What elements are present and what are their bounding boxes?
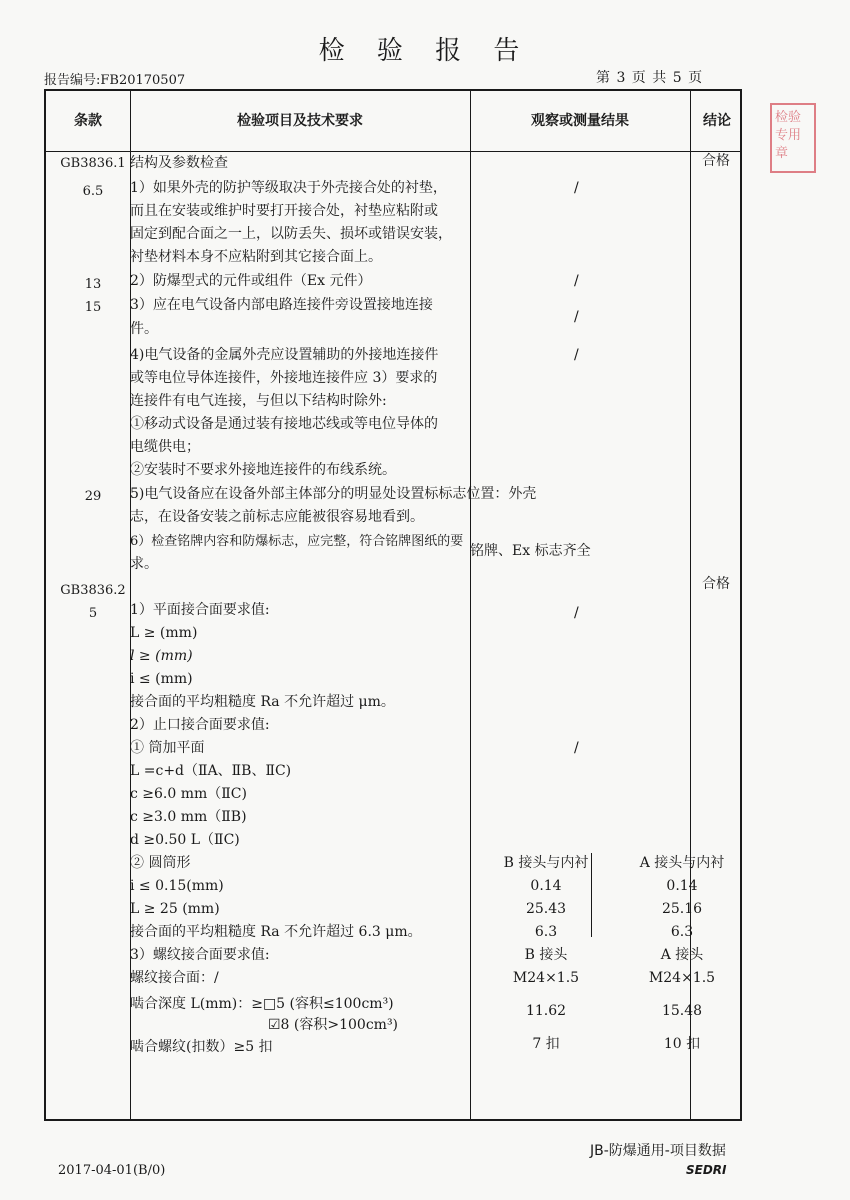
seal-stamp: 检验专用章 <box>770 103 816 173</box>
result-b-value: B 接头 <box>524 947 568 963</box>
item-line: ☑8 (容积>100cm³) <box>268 1017 399 1033</box>
footer-version-date: 2017-04-01(B/0) <box>58 1163 166 1178</box>
item-line: 求。 <box>130 556 158 572</box>
result-slash: / <box>574 309 579 325</box>
result-slash: / <box>574 347 579 363</box>
item-line: 6）检查铭牌内容和防爆标志，应完整，符合铭牌图纸的要 <box>130 534 464 549</box>
header-clause: 条款 <box>74 113 102 129</box>
header-conclusion: 结论 <box>703 113 731 129</box>
item-line: 3）应在电气设备内部电路连接件旁设置接地连接 <box>130 297 433 313</box>
item-line: 连接件有电气连接，与但以下结构时除外: <box>130 393 387 409</box>
conclusion-cell: 合格 <box>702 576 730 592</box>
footer-form-code: JB-防爆通用-项目数据 <box>590 1143 726 1159</box>
header-item: 检验项目及技术要求 <box>237 113 363 129</box>
item-line: c ≥6.0 mm（ⅡC) <box>130 786 247 802</box>
conclusion-cell: 合格 <box>702 153 730 169</box>
item-line: L =c+d（ⅡA、ⅡB、ⅡC) <box>130 763 292 779</box>
result-col-a-header: A 接头与内衬 <box>639 855 725 871</box>
item-line: ② 圆筒形 <box>130 855 191 871</box>
item-line: 2）防爆型式的元件或组件（Ex 元件） <box>130 273 372 289</box>
item-line: 固定到配合面之一上，以防丢失、损坏或错误安装， <box>130 226 452 242</box>
clause-cell: GB3836.1 <box>60 156 126 171</box>
clause-cell: 13 <box>84 277 102 292</box>
result-a-value: A 接头 <box>660 947 704 963</box>
result-slash: / <box>574 180 579 196</box>
result-nameplate: 铭牌、Ex 标志齐全 <box>470 543 591 559</box>
item-line: c ≥3.0 mm（ⅡB) <box>130 809 247 825</box>
clause-cell: 5 <box>88 606 98 621</box>
item-line: ②安装时不要求外接地连接件的布线系统。 <box>130 462 396 478</box>
result-slash: / <box>574 605 579 621</box>
result-b-value: 6.3 <box>534 924 558 940</box>
item-line: 或等电位导体连接件，外接地连接件应 3）要求的 <box>130 370 438 386</box>
item-line: 接合面的平均粗糙度 Ra 不允许超过 μm。 <box>130 694 395 710</box>
item-line: 1）如果外壳的防护等级取决于外壳接合处的衬垫， <box>130 180 447 196</box>
document-title: 检 验 报 告 <box>318 36 532 66</box>
header-result: 观察或测量结果 <box>531 113 629 129</box>
item-line: 4)电气设备的金属外壳应设置辅助的外接地连接件 <box>130 347 439 363</box>
clause-cell: 29 <box>84 489 102 504</box>
item-line: 衬垫材料本身不应粘附到其它接合面上。 <box>130 249 382 265</box>
item-line: 结构及参数检查 <box>130 155 228 171</box>
item-line: 螺纹接合面：/ <box>130 970 219 986</box>
result-a-value: 6.3 <box>670 924 694 940</box>
item-line: d ≥0.50 L（ⅡC) <box>130 832 240 848</box>
result-a-value: 15.48 <box>661 1003 703 1019</box>
result-b-value: M24×1.5 <box>512 970 580 986</box>
result-a-value: 10 扣 <box>663 1036 701 1052</box>
item-line: 接合面的平均粗糙度 Ra 不允许超过 6.3 μm。 <box>130 924 422 940</box>
item-line: 5)电气设备应在设备外部主体部分的明显处设置标标志位置：外壳 <box>130 486 537 502</box>
item-line: ① 筒加平面 <box>130 740 205 756</box>
item-line: i ≤ 0.15(mm) <box>130 878 224 894</box>
item-line: ①移动式设备是通过装有接地芯线或等电位导体的 <box>130 416 438 432</box>
item-line: 啮合螺纹(扣数）≥5 扣 <box>130 1039 273 1055</box>
item-line: l ≥ (mm) <box>130 648 193 664</box>
item-line: L ≥ (mm) <box>130 625 198 641</box>
item-line: 而且在安装或维护时要打开接合处，衬垫应粘附或 <box>130 203 438 219</box>
result-col-b-header: B 接头与内衬 <box>503 855 589 871</box>
item-line: L ≥ 25 (mm) <box>130 901 220 917</box>
result-a-value: 0.14 <box>666 878 698 894</box>
result-a-value: 25.16 <box>661 901 703 917</box>
item-line: 2）止口接合面要求值: <box>130 717 270 733</box>
item-line: i ≤ (mm) <box>130 671 193 687</box>
clause-cell: GB3836.2 <box>60 583 126 598</box>
item-line: 电缆供电； <box>130 439 200 455</box>
result-b-value: 0.14 <box>530 878 562 894</box>
item-line: 啮合深度 L(mm)：≥□5 (容积≤100cm³) <box>130 996 394 1012</box>
result-a-value: M24×1.5 <box>648 970 716 986</box>
item-line: 3）螺纹接合面要求值: <box>130 947 270 963</box>
result-slash: / <box>574 273 579 289</box>
item-line: 志，在设备安装之前标志应能被很容易地看到。 <box>130 509 424 525</box>
result-slash: / <box>574 740 579 756</box>
result-b-value: 7 扣 <box>532 1036 560 1052</box>
clause-cell: 15 <box>84 300 102 315</box>
result-b-value: 25.43 <box>525 901 567 917</box>
report-number: 报告编号:FB20170507 <box>44 73 186 88</box>
result-b-value: 11.62 <box>525 1003 567 1019</box>
page-info: 第 3 页 共 5 页 <box>596 70 704 86</box>
item-line: 1）平面接合面要求值: <box>130 602 270 618</box>
item-line: 件。 <box>130 321 158 337</box>
footer-logo: SEDRI <box>686 1163 727 1177</box>
clause-cell: 6.5 <box>82 184 104 199</box>
